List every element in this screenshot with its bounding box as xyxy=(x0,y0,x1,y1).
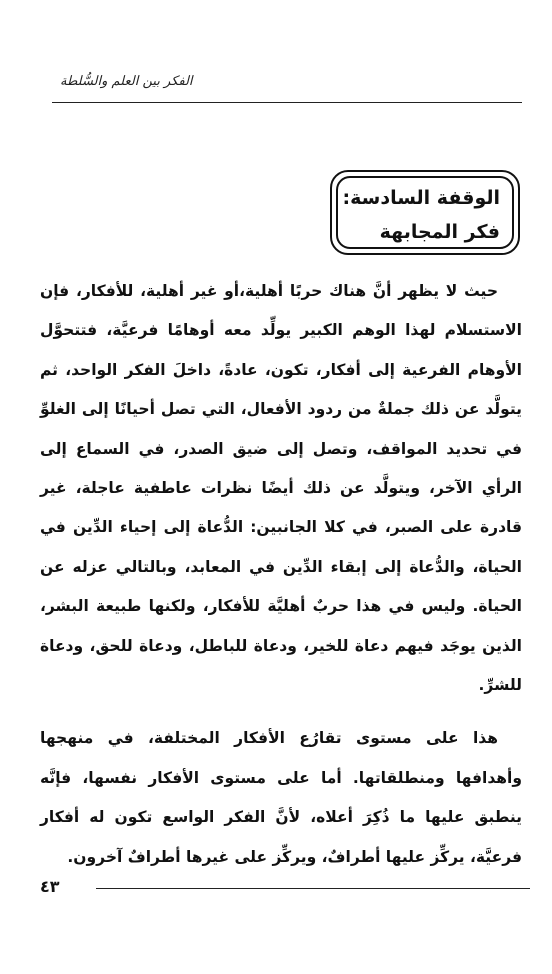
page-number: ٤٣ xyxy=(40,877,60,896)
running-header: الفكر بين العلم والسُّلطة xyxy=(60,74,193,89)
paragraph-1: حيث لا يظهر أنَّ هناك حربًا أهلية،أو غير أهلية، للأفكار، فإن الاستسلام لهذا الوهم الكبير يولِّد معه أوهامًا فرعيَّة، فتتحوَّل الأوهام الفرعية إلى أفكار، تكون، عادةً، داخلَ الفكر الواحد، ثم يتولَّد عن ذلك جملةٌ من ردود الأفعال، التي تصل أحيانًا إلى الغلوِّ في تحديد المواقف، وتصل إلى ضيق الصدر، في السماع إلى الرأي الآخر، ويتولَّد عن ذلك أيضًا نظرات عاطفية عاجلة، غير قادرة على الصبر، في كلا الجانبين: الدُّعاة إلى إحياء الدِّين في الحياة، والدُّعاة إلى إبقاء الدِّين في المعابد، وبالتالي عزله عن الحياة. وليس في هذا حربٌ أهليَّة للأفكار، ولكنها طبيعة البشر، الذين يوجَد فيهم دعاة للخير، ودعاة للباطل، ودعاة للحق، ودعاة للشرِّ. xyxy=(40,282,522,695)
header-rule xyxy=(52,102,522,103)
section-heading-title: الوقفة السادسة: xyxy=(342,186,500,209)
footer-rule xyxy=(96,888,530,889)
section-heading-subtitle: فكر المجابهة xyxy=(379,220,500,243)
section-heading-frame xyxy=(330,170,520,255)
paragraph-2: هذا على مستوى تقارُع الأفكار المختلفة، في منهجها وأهدافها ومنطلقاتها. أما على مستوى الأفكار نفسها، فإنَّه ينطبق عليها ما ذُكِرَ أعلاه، لأنَّ الفكر الواسع تكون له أفكار فرعيَّة، يركِّز عليها أطرافٌ، ويركِّز على غيرها أطرافٌ آخرون. xyxy=(40,729,522,866)
body-text xyxy=(40,272,522,877)
section-heading-inner-frame xyxy=(336,176,514,249)
